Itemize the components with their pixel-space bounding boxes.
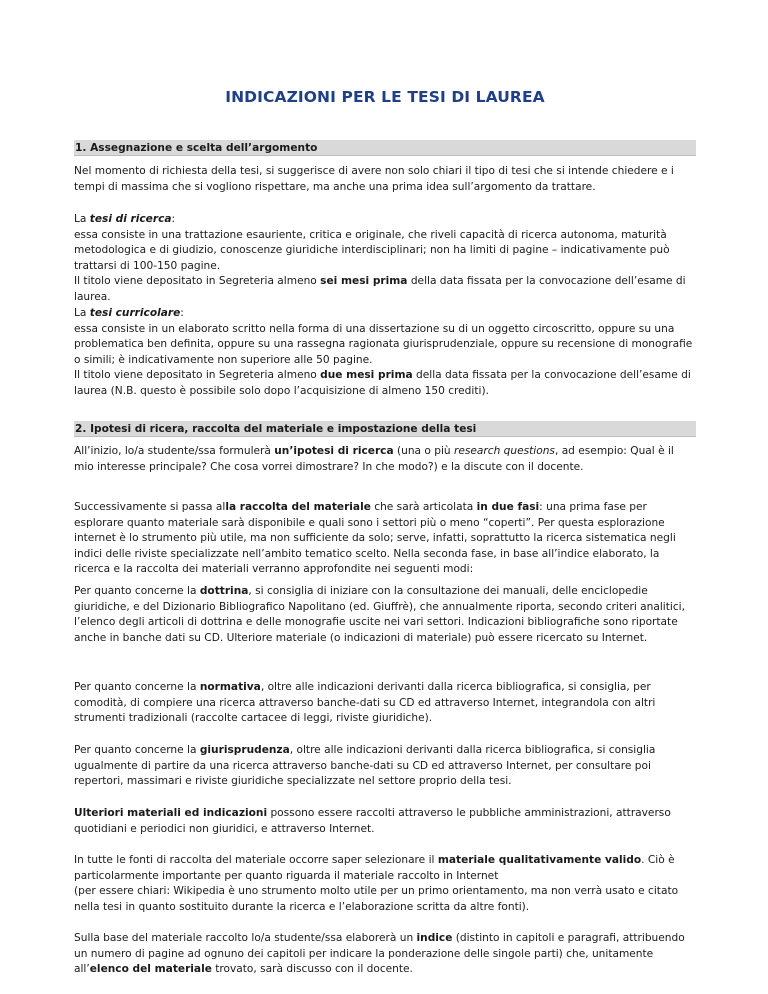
text: che sarà articolata [370, 501, 477, 513]
text: All’inizio, lo/a studente/ssa formulerà [74, 445, 275, 457]
text: . Ciò è particolarmente importante per quanto riguarda il materiale raccolto in Internet [74, 854, 675, 882]
text: (una o più [393, 445, 454, 457]
section-2-heading: 2. Ipotesi di ricera, raccolta del materiale e impostazione della tesi [74, 421, 696, 437]
text: in due fasi [476, 501, 540, 513]
section-1-heading: 1. Assegnazione e scelta dell’argomento [74, 140, 696, 156]
text: normativa [199, 681, 261, 693]
text: elenco del materiale [89, 963, 212, 976]
text: : [171, 213, 176, 225]
ricerca-deadline: sei mesi prima [320, 275, 408, 288]
tesi-curricolare-label: tesi curricolare [89, 307, 181, 319]
text: , si consiglia di iniziare con la consultazione dei manuali, delle enciclopedie giuridiche, e del Dizionario Bibliografico Napolitano (ed. Giuffrè), che annualmente riporta, secondo criteri analitici, l’elenco degli articoli di dottrina e delle monografie uscite nei vari settori. Indicazioni bibliografiche sono riportate anche in banche dati su CD. Ulteriore materiale (o indicazioni di materiale) può essere ricercato su Internet. [74, 585, 685, 644]
document-title: INDICAZIONI PER LE TESI DI LAUREA [225, 88, 545, 106]
text: , ad esempio: Qual è il mio interesse principale? Che cosa vorrei dimostrare? In che modo?) e la discute con il docente. [74, 445, 674, 473]
text: giurisprudenza [199, 744, 290, 756]
text: La [74, 213, 90, 225]
giurisprudenza-paragraph [74, 743, 696, 790]
text: Sulla base del materiale raccolto lo/a studente/ssa elaborerà un [74, 932, 417, 944]
ulteriori-materiali-paragraph [74, 806, 696, 837]
text: della data fissata per la convocazione dell’esame di laurea (N.B. questo è possibile solo dopo l’acquisizione di almeno 150 crediti). [74, 369, 691, 397]
text: In tutte le fonti di raccolta del materiale occorre saper selezionare il [74, 854, 438, 866]
tesi-ricerca-paragraph [74, 212, 696, 306]
text: Per quanto concerne la [74, 681, 200, 693]
text: La [74, 307, 90, 319]
text: (distinto in capitoli e paragrafi, attribuendo un numero di pagine ad ognuno dei capitoli per indicare la ponderazione delle singole parti) che, unitamente all’ [74, 932, 685, 976]
text: , oltre alle indicazioni derivanti dalla ricerca bibliografica, si consiglia ugualmente di partire da una ricerca attraverso banche-dati su CD ed attraverso Internet, per consultare poi repertori, massimari e riviste giuridiche specializzate nel settore proprio della tesi. [74, 744, 656, 788]
text: materiale qualitativamente valido [437, 854, 642, 866]
text: : una prima fase per esplorare quanto materiale sarà disponibile e quali sono i settori più o meno “coperti”. Per questa esplorazione internet è lo strumento più utile, ma non sufficiente da solo; serve, infatti, soprattutto la ricerca sistematica negli indici delle riviste specializzate nell’ambito tematico scelto. Nella seconda fase, in base all’indice elaborato, la ricerca e la raccolta dei materiali verranno approfondite nei seguenti modi: [74, 501, 676, 576]
text: un’ipotesi di ricerca [274, 445, 394, 457]
qualita-paragraph [74, 853, 696, 915]
text: Il titolo viene depositato in Segreteria almeno [74, 369, 321, 382]
raccolta-paragraph [74, 500, 696, 578]
tesi-curricolare-description: essa consiste in un elaborato scritto nella forma di una dissertazione su di un oggetto circoscritto, oppure su una problematica ben definita, oppure su una rassegna ragionata giurisprudenziale, oppure su recensione di monografie o simili; è indicativamente non superiore alle 50 pagine. [74, 322, 693, 366]
text: research questions [454, 445, 555, 457]
text: dottrina [199, 585, 249, 597]
text: della data fissata per la convocazione dell’esame di laurea. [74, 275, 686, 303]
section-1-intro: Nel momento di richiesta della tesi, si suggerisce di avere non solo chiari il tipo di tesi che si intende chiedere e i tempi di massima che si vogliono rispettare, ma anche una prima idea sull’argomento da trattare. [74, 165, 674, 193]
text: : [180, 307, 184, 319]
text: Per quanto concerne la [74, 585, 200, 597]
dottrina-paragraph [74, 584, 696, 646]
ipotesi-paragraph [74, 444, 696, 475]
tesi-ricerca-description: essa consiste in una trattazione esauriente, critica e originale, che riveli capacità di ricerca autonoma, maturità metodologica e di giudizio, conoscenze giuridiche interdisciplinari; non ha limiti di pagine – indicativamente può trattarsi di 100-150 pagine. [74, 228, 670, 272]
text: (per essere chiari: Wikipedia è uno strumento molto utile per un primo orientamento, ma non verrà usato e citato nella tesi in quanto sostituito durante la ricerca e l’elaborazione scritta da altre fonti). [74, 885, 679, 913]
normativa-paragraph [74, 680, 696, 727]
text: la raccolta del materiale [225, 501, 371, 513]
text: Ulteriori materiali ed indicazioni [74, 807, 268, 819]
text: Per quanto concerne la [74, 744, 200, 756]
text: Successivamente si passa al [74, 501, 226, 513]
text: , oltre alle indicazioni derivanti dalla ricerca bibliografica, si consiglia, per comodità, di compiere una ricerca attraverso banche-dati su CD ed attraverso Internet, integrandola con altri strumenti tradizionali (raccolte cartacee di leggi, riviste giuridiche). [74, 681, 656, 725]
text: possono essere raccolti attraverso le pubbliche amministrazioni, attraverso quotidiani e periodici non giuridici, e attraverso Internet. [74, 807, 671, 835]
indice-paragraph [74, 931, 696, 978]
text: Il titolo viene depositato in Segreteria almeno [74, 275, 321, 288]
tesi-curricolare-paragraph [74, 306, 696, 400]
tesi-ricerca-label: tesi di ricerca [89, 213, 172, 225]
text: trovato, sarà discusso con il docente. [211, 963, 413, 976]
text: indice [416, 932, 453, 944]
curricolare-deadline: due mesi prima [320, 369, 413, 382]
